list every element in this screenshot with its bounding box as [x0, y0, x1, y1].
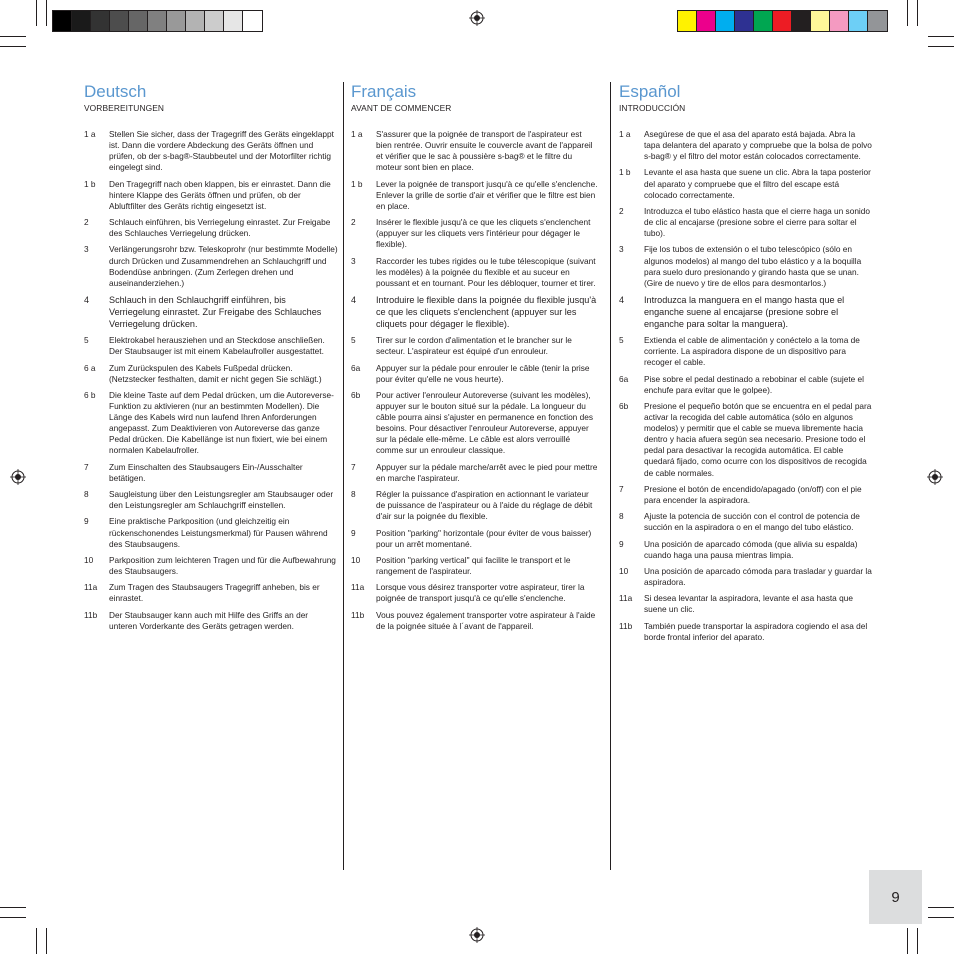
step-number: 8	[84, 489, 89, 500]
color-swatch	[110, 11, 129, 31]
step-text: Pour activer l'enrouleur Autoreverse (suivant les modèles), appuyer sur le bouton situé sur la pédale. La longueur du câble pourra ainsi s'ajuster en permanence en fonction des besoins. Pour désactiver l'enrouleur Autoreverse, appuyer sur la pédale elle-même. Le câble est alors verrouillé comme sur un enrouleur classique.	[376, 389, 593, 456]
list-item	[351, 294, 599, 330]
step-number: 11b	[84, 609, 98, 620]
list-item	[619, 484, 873, 506]
step-text: Una posición de aparcado cómoda (que alivia su espalda) cuando haga una pausa mientras limpia.	[644, 538, 858, 560]
step-text: Zum Tragen des Staubsaugers Tragegriff anheben, bis er einrastet.	[109, 582, 320, 604]
color-swatch	[849, 11, 868, 31]
crop-mark	[0, 907, 26, 908]
list-item	[619, 566, 873, 588]
step-text: Zum Zurückspulen des Kabels Fußpedal drücken. (Netzstecker festhalten, damit er nicht gegen Sie schlägt.)	[109, 362, 322, 384]
step-number: 6b	[619, 401, 629, 411]
step-text: S'assurer que la poignée de transport de l'aspirateur est bien rentrée. Ouvrir ensuite le couvercle avant de l'appareil et vérifier que le sac à poussière s-bag® et le filtre du moteur sont bien en place.	[376, 129, 593, 173]
color-swatch	[735, 11, 754, 31]
step-text: Fije los tubos de extensión o el tubo telescópico (sólo en algunos modelos) al mango del tubo elástico y a la boquilla para suelo duro presionando y girando hasta que se unan. (Gire de nuevo y tire de ellos para desmontarlos.)	[644, 244, 862, 288]
color-swatch	[72, 11, 91, 31]
column-title: Deutsch	[84, 82, 147, 101]
crop-mark	[907, 0, 908, 26]
step-text: Ajuste la potencia de succión con el control de potencia de succión en la aspiradora o en el mango del tubo elástico.	[644, 511, 860, 533]
crop-mark	[36, 0, 37, 26]
column-subtitle: AVANT DE COMMENCER	[351, 103, 452, 113]
step-number: 10	[351, 554, 361, 565]
step-text: Si desea levantar la aspiradora, levante el asa hasta que suene un clic.	[644, 593, 853, 615]
color-swatch	[678, 11, 697, 31]
list-item	[351, 582, 599, 604]
list-item	[84, 610, 338, 632]
step-text: Lorsque vous désirez transporter votre aspirateur, tirer la poignée de transport jusqu'à ce qu'elle s'enclenche.	[376, 582, 585, 604]
registration-mark-icon	[927, 469, 943, 485]
step-number: 7	[351, 461, 356, 472]
step-number: 8	[351, 489, 356, 500]
step-number: 5	[619, 335, 624, 346]
list-item	[619, 539, 873, 561]
step-text: Asegúrese de que el asa del aparato está bajada. Abra la tapa delantera del aparato y compruebe que la bolsa de polvo s-bag® y el filtro del motor están colocados correctamente.	[644, 129, 872, 162]
step-text: Régler la puissance d'aspiration en actionnant le variateur de puissance de l'aspirateur ou à l'aide du réglage de débit d'air sur la poignée du flexible.	[376, 489, 593, 522]
color-swatch	[697, 11, 716, 31]
step-number: 1 b	[619, 167, 631, 178]
list-item	[619, 401, 873, 479]
list-item	[619, 129, 873, 162]
step-text: Position "parking vertical" qui facilite le transport et le rangement de l'aspirateur.	[376, 554, 571, 576]
crop-mark	[917, 0, 918, 26]
step-text: Position "parking" horizontale (pour éviter de vous baisser) pour un arrêt momentané.	[376, 527, 592, 549]
column-divider	[343, 82, 344, 870]
list-item	[84, 294, 338, 330]
list-item	[84, 217, 338, 239]
step-text: Levante el asa hasta que suene un clic. Abra la tapa posterior del aparato y compruebe que el filtro del escape está colocado correctamente.	[644, 167, 871, 200]
step-text: Introduire le flexible dans la poignée du flexible jusqu'à ce que les cliquets s'enclenchent (appuyer sur les cliquets pour dégager le flexible).	[376, 294, 597, 329]
crop-mark	[0, 46, 26, 47]
step-text: Eine praktische Parkposition (und gleichzeitig ein rückenschonendes Leistungsmerkmal) für Pausen während des Staubsaugens.	[109, 516, 328, 549]
crop-mark	[907, 928, 908, 954]
color-swatch	[148, 11, 167, 31]
step-number: 7	[84, 461, 89, 472]
list-item	[84, 582, 338, 604]
column-deutsch	[84, 82, 338, 637]
step-number: 3	[351, 255, 356, 266]
list-item	[84, 363, 338, 385]
steps-list	[84, 129, 338, 632]
color-swatch	[868, 11, 887, 31]
list-item	[84, 462, 338, 484]
step-text: Presione el botón de encendido/apagado (on/off) con el pie para encender la aspiradora.	[644, 483, 862, 505]
step-number: 2	[351, 217, 356, 228]
column-title: Español	[619, 82, 681, 101]
color-swatch	[811, 11, 830, 31]
step-number: 1 a	[84, 129, 96, 139]
color-swatch	[91, 11, 110, 31]
step-number: 11a	[619, 593, 633, 604]
list-item	[84, 179, 338, 212]
step-number: 10	[619, 565, 629, 576]
list-item	[84, 390, 338, 457]
step-text: Verlängerungsrohr bzw. Teleskoprohr (nur bestimmte Modelle) durch Drücken und Zusammendrehen an Schlauchgriff und Bodendüse anbringen. (Zum Zerlegen drehen und auseinanderziehen.)	[109, 244, 338, 288]
step-number: 6a	[351, 362, 361, 373]
step-text: Schlauch in den Schlauchgriff einführen, bis Verriegelung einrastet. Zur Freigabe des Schlauches Verriegelung drücken.	[109, 294, 322, 329]
step-text: Parkposition zum leichteren Tragen und für die Aufbewahrung des Staubsaugers.	[109, 554, 336, 576]
registration-mark-icon	[469, 927, 485, 943]
step-text: Stellen Sie sicher, dass der Tragegriff des Geräts eingeklappt ist. Dann die vordere Abdeckung des Geräts öffnen und prüfen, ob der s-bag®-Staubbeutel und der Motorfilter richtig eingelegt sind.	[109, 129, 334, 173]
color-swatch	[224, 11, 243, 31]
list-item	[351, 256, 599, 289]
step-number: 4	[619, 294, 625, 305]
crop-mark	[928, 36, 954, 37]
list-item	[351, 363, 599, 385]
step-text: Tirer sur le cordon d'alimentation et le brancher sur le secteur. L'aspirateur est équipé d'un enrouleur.	[376, 335, 572, 357]
list-item	[351, 610, 599, 632]
list-item	[84, 555, 338, 577]
step-number: 8	[619, 511, 624, 522]
column-francais	[351, 82, 599, 637]
step-text: Introduzca la manguera en el mango hasta que el enganche suene al encajarse (presione sobre el enganche para soltar la manguera).	[644, 294, 845, 329]
step-number: 6 a	[84, 362, 96, 373]
step-number: 1 a	[619, 129, 631, 139]
step-number: 1 b	[84, 178, 96, 189]
step-text: Raccorder les tubes rigides ou le tube télescopique (suivant les modèles) à la poignée du flexible et au suceur en poussant et en tournant. Pour les débloquer, tourner et tirer.	[376, 255, 596, 288]
crop-mark	[46, 928, 47, 954]
registration-mark-icon	[469, 10, 485, 26]
color-swatch	[186, 11, 205, 31]
step-number: 7	[619, 483, 624, 494]
grey-color-bar	[52, 10, 263, 32]
color-swatch	[716, 11, 735, 31]
step-text: Den Tragegriff nach oben klappen, bis er einrastet. Dann die hintere Klappe des Geräts öffnen und prüfen, ob der Abluftfilter des Geräts richtig eingesetzt ist.	[109, 178, 331, 211]
step-text: Extienda el cable de alimentación y conéctelo a la toma de corriente. La aspiradora dispone de un dispositivo para recoger el cable.	[644, 335, 860, 368]
page-number: 9	[869, 870, 922, 924]
list-item	[351, 528, 599, 550]
list-item	[84, 129, 338, 173]
steps-list	[619, 129, 873, 643]
list-item	[351, 129, 599, 173]
step-number: 9	[619, 538, 624, 549]
list-item	[619, 294, 873, 330]
step-number: 2	[84, 217, 89, 228]
step-text: Schlauch einführen, bis Verriegelung einrastet. Zur Freigabe des Schlauches Verriegelung drücken.	[109, 217, 331, 239]
step-text: Pise sobre el pedal destinado a rebobinar el cable (sujete el enchufe para evitar que le golpee).	[644, 373, 865, 395]
column-divider	[610, 82, 611, 870]
step-number: 11b	[351, 609, 365, 620]
color-swatch	[243, 11, 262, 31]
step-text: Presione el pequeño botón que se encuentra en el pedal para activar la recogida del cable automática (sólo en algunos modelos) y permitir que el cable se mueva libremente hacia dentro y hacia afuera según sea necesario. Presione todo el pedal para desactivar la recogida automática. El cable quedará fijado, como ocurre con los dispositivos de recogida de cable normales.	[644, 401, 872, 478]
color-swatch	[53, 11, 72, 31]
step-number: 4	[84, 294, 90, 305]
step-number: 10	[84, 554, 94, 565]
step-number: 11a	[351, 582, 365, 593]
step-text: Saugleistung über den Leistungsregler am Staubsauger oder den Leistungsregler am Schlauchgriff einstellen.	[109, 489, 334, 511]
color-swatch	[754, 11, 773, 31]
color-swatch	[167, 11, 186, 31]
list-item	[351, 217, 599, 250]
list-item	[351, 462, 599, 484]
process-color-bar	[677, 10, 888, 32]
list-item	[351, 489, 599, 522]
step-text: Vous pouvez également transporter votre aspirateur à l'aide de la poignée située à l´avant de l'appareil.	[376, 609, 596, 631]
step-text: Una posición de aparcado cómoda para trasladar y guardar la aspiradora.	[644, 565, 872, 588]
step-number: 2	[619, 205, 624, 216]
step-text: Elektrokabel herausziehen und an Steckdose anschließen. Der Staubsauger ist mit einem Kabelaufroller ausgestattet.	[109, 335, 325, 357]
step-text: Appuyer sur la pédale marche/arrêt avec le pied pour mettre en marche l'aspirateur.	[376, 461, 598, 483]
list-item	[619, 374, 873, 396]
color-swatch	[830, 11, 849, 31]
crop-mark	[928, 907, 954, 908]
step-number: 1 b	[351, 178, 363, 189]
column-subtitle: INTRODUCCIÓN	[619, 103, 686, 113]
list-item	[84, 516, 338, 549]
list-item	[619, 593, 873, 615]
crop-mark	[46, 0, 47, 26]
list-item	[619, 511, 873, 533]
column-title: Français	[351, 82, 417, 101]
step-number: 11a	[84, 582, 98, 593]
step-text: Zum Einschalten des Staubsaugers Ein-/Ausschalter betätigen.	[109, 461, 303, 483]
crop-mark	[0, 917, 26, 918]
step-number: 1 a	[351, 129, 363, 139]
step-number: 9	[351, 527, 356, 538]
color-swatch	[205, 11, 224, 31]
crop-mark	[917, 928, 918, 954]
step-number: 11b	[619, 620, 633, 631]
list-item	[351, 390, 599, 457]
crop-mark	[928, 917, 954, 918]
step-number: 3	[84, 244, 89, 255]
step-number: 6b	[351, 389, 361, 400]
crop-mark	[36, 928, 37, 954]
list-item	[619, 244, 873, 288]
crop-mark	[0, 36, 26, 37]
color-swatch	[129, 11, 148, 31]
list-item	[351, 555, 599, 577]
step-number: 5	[84, 335, 89, 346]
step-number: 6 b	[84, 389, 96, 400]
step-text: Die kleine Taste auf dem Pedal drücken, um die Autoreverse-Funktion zu aktivieren (nur an bestimmten Modellen). Die Länge des Kabels wird nun laufend Ihren Anforderungen angepasst. Zum Deaktivieren von Autoreverse das ganze Pedal drücken. Die Kabellänge ist nun fixiert, wie bei einem normalen Kabelaufroller.	[109, 389, 334, 456]
step-text: Introduzca el tubo elástico hasta que el cierre haga un sonido de clic al encajarse (presione sobre el cierre para soltar el tubo).	[644, 205, 871, 239]
list-item	[84, 335, 338, 357]
step-text: Appuyer sur la pédale pour enrouler le câble (tenir la prise pour éviter qu'elle ne vous heurte).	[376, 362, 590, 384]
column-espanol	[619, 82, 873, 648]
step-number: 3	[619, 244, 624, 255]
step-text: Insérer le flexible jusqu'à ce que les cliquets s'enclenchent (appuyer sur les cliquets vers l'intérieur pour dégager le flexible).	[376, 217, 591, 250]
steps-list	[351, 129, 599, 632]
step-text: Lever la poignée de transport jusqu'à ce qu'elle s'enclenche. Enlever la grille de sortie d'air et vérifier que le filtre est bien en place.	[376, 178, 598, 211]
step-number: 9	[84, 516, 89, 527]
step-text: También puede transportar la aspiradora cogiendo el asa del borde frontal inferior del aparato.	[644, 620, 868, 642]
list-item	[619, 621, 873, 643]
list-item	[619, 167, 873, 200]
step-text: Der Staubsauger kann auch mit Hilfe des Griffs an der unteren Vorderkante des Geräts getragen werden.	[109, 609, 309, 631]
step-number: 6a	[619, 373, 629, 384]
list-item	[351, 335, 599, 357]
crop-mark	[928, 46, 954, 47]
step-number: 5	[351, 335, 356, 346]
list-item	[84, 489, 338, 511]
list-item	[351, 179, 599, 212]
list-item	[619, 335, 873, 368]
registration-mark-icon	[10, 469, 26, 485]
color-swatch	[773, 11, 792, 31]
list-item	[619, 206, 873, 239]
step-number: 4	[351, 294, 357, 305]
list-item	[84, 244, 338, 288]
column-subtitle: VORBEREITUNGEN	[84, 103, 165, 113]
color-swatch	[792, 11, 811, 31]
